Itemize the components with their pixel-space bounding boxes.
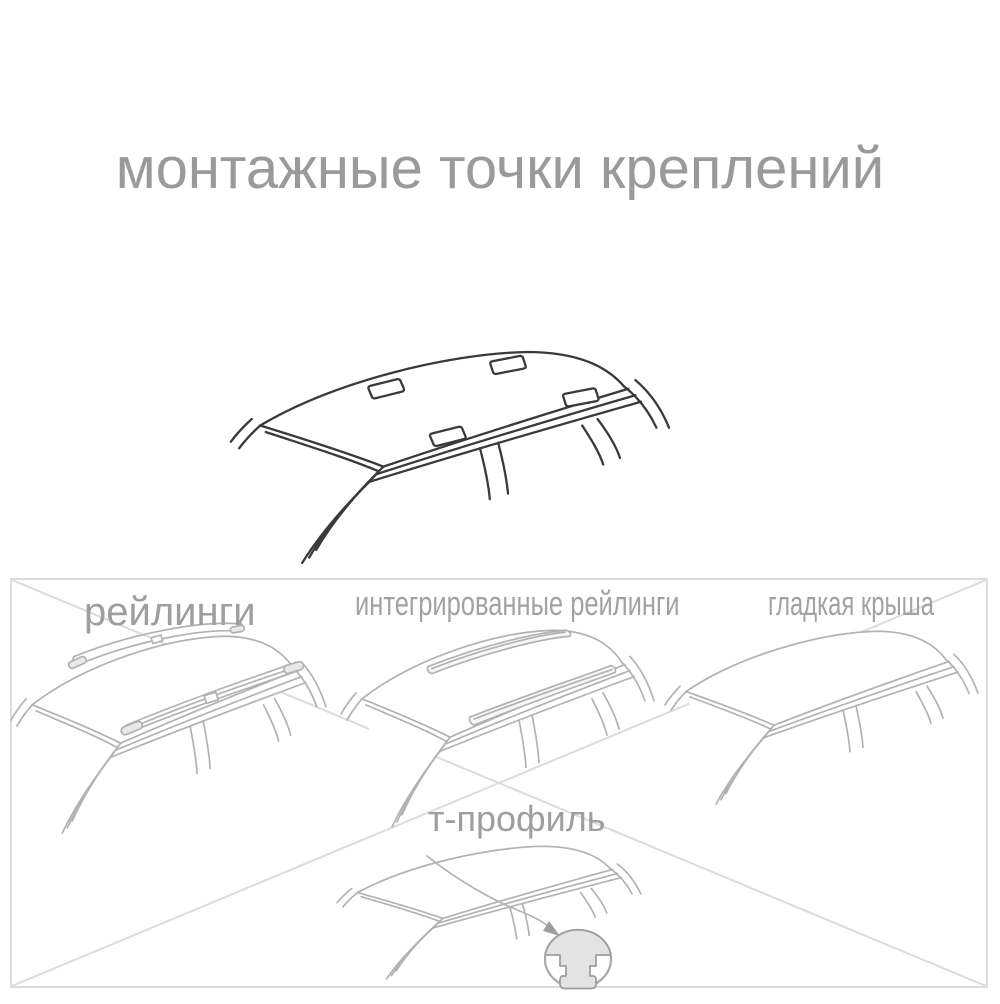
label-integrated-railings: интегрированные рейлинги [355, 585, 680, 623]
smooth-roof-drawing [668, 610, 998, 805]
t-profile-detail-circle [545, 930, 611, 989]
t-profile-roof-drawing [332, 828, 672, 1004]
car-roof-outline [231, 352, 669, 563]
label-railings: рейлинги [84, 590, 256, 634]
page-title: монтажные точки креплений [115, 136, 885, 201]
mounting-variants-panel [10, 578, 988, 988]
integrated-rails-roof-drawing [344, 606, 674, 828]
main-roof-mounting-points-drawing [235, 326, 697, 564]
label-t-profile: т-профиль [428, 798, 606, 839]
label-smooth-roof: гладкая крыша [768, 585, 934, 623]
raised-rails-roof-drawing [14, 612, 346, 834]
